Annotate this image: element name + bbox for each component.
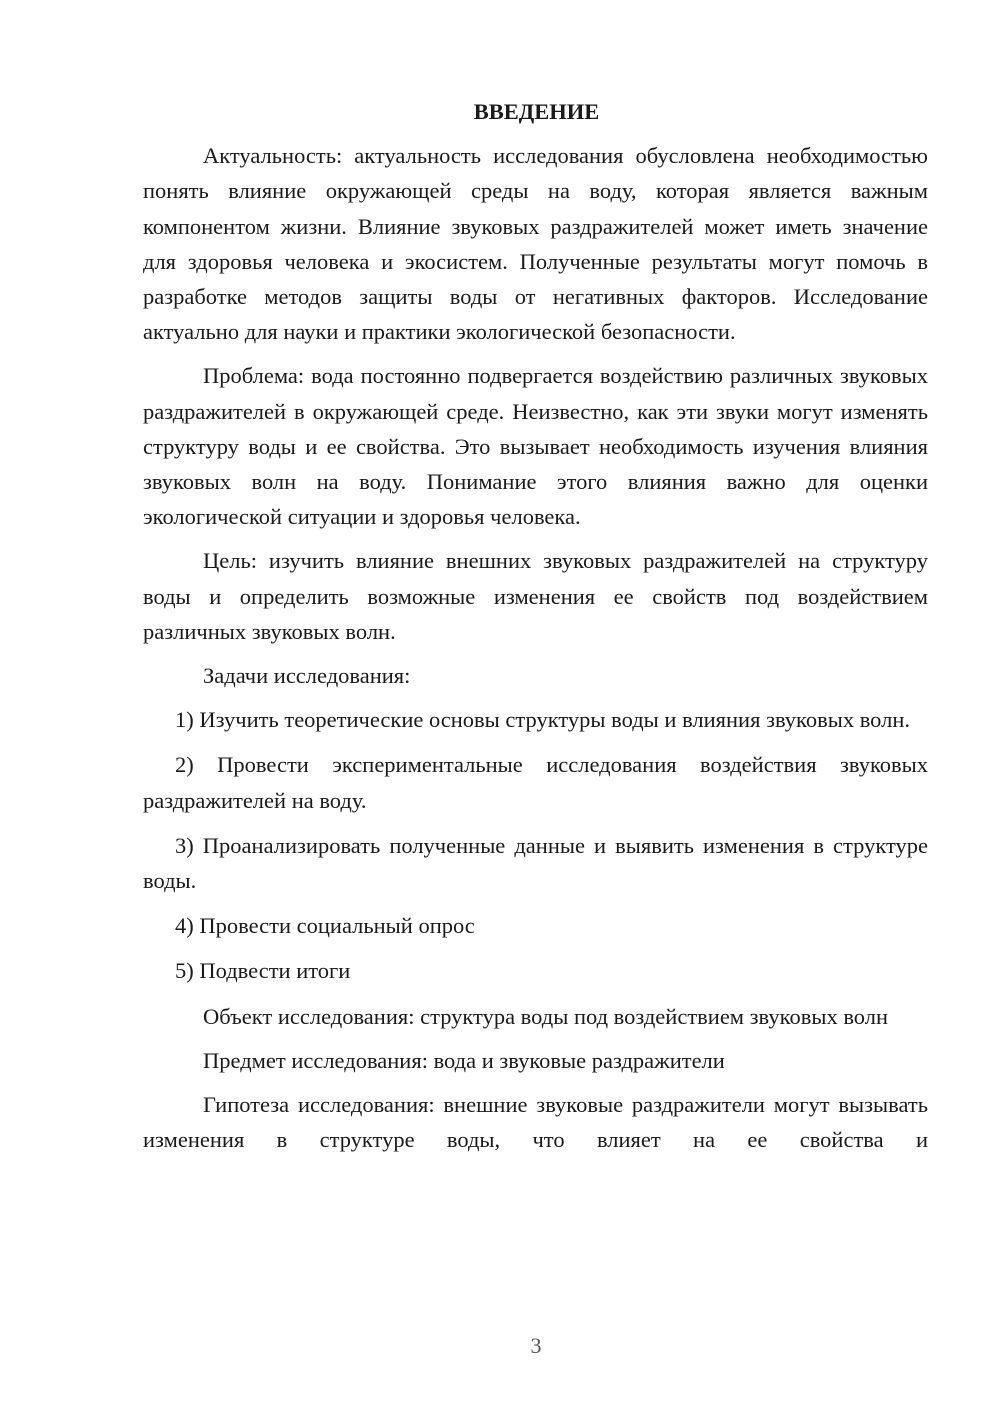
task-item: 1) Изучить теоретические основы структуры воды и влияния звуковых волн.: [175, 707, 911, 733]
paragraph-subject: Предмет исследования: вода и звуковые раздражители: [203, 1047, 725, 1073]
task-item: 4) Провести социальный опрос: [175, 913, 475, 939]
document-page: [143, 94, 928, 1166]
paragraph-hypothesis: Гипотеза исследования: внешние звуковые раздражители могут вызывать изменения в структуре воды, что влияет на ее свойства и: [143, 1092, 928, 1153]
tasks-heading: Задачи исследования:: [203, 663, 411, 689]
paragraph-goal: Цель: изучить влияние внешних звуковых раздражителей на структуру воды и определить возможные изменения ее свойств под воздействием различных звуковых волн.: [143, 548, 928, 644]
task-item: 5) Подвести итоги: [175, 958, 351, 984]
task-item: 3) Проанализировать полученные данные и выявить изменения в структуре воды.: [143, 832, 928, 894]
paragraph-object: Объект исследования: структура воды под воздействием звуковых волн: [203, 1003, 889, 1029]
paragraph-problem: Проблема: вода постоянно подвергается воздействию различных звуковых раздражителей в окружающей среде. Неизвестно, как эти звуки могут изменять структуру воды и ее свойства. Это вызывает необходимость изучения влияния звуковых волн на воду. Понимание этого влияния важно для оценки экологической ситуации и здоровья человека.: [143, 363, 928, 530]
page-number: 3: [530, 1333, 542, 1358]
section-title: ВВЕДЕНИЕ: [473, 99, 600, 124]
paragraph-relevance: Актуальность: актуальность исследования обусловлена необходимостью понять влияние окружающей среды на воду, которая является важным компонентом жизни. Влияние звуковых раздражителей может иметь значение для здоровья человека и экосистем. Полученные результаты могут помочь в разработке методов защиты воды от негативных факторов. Исследование актуально для науки и практики экологической безопасности.: [143, 143, 928, 345]
task-item: 2) Провести экспериментальные исследования воздействия звуковых раздражителей на воду.: [143, 752, 928, 813]
